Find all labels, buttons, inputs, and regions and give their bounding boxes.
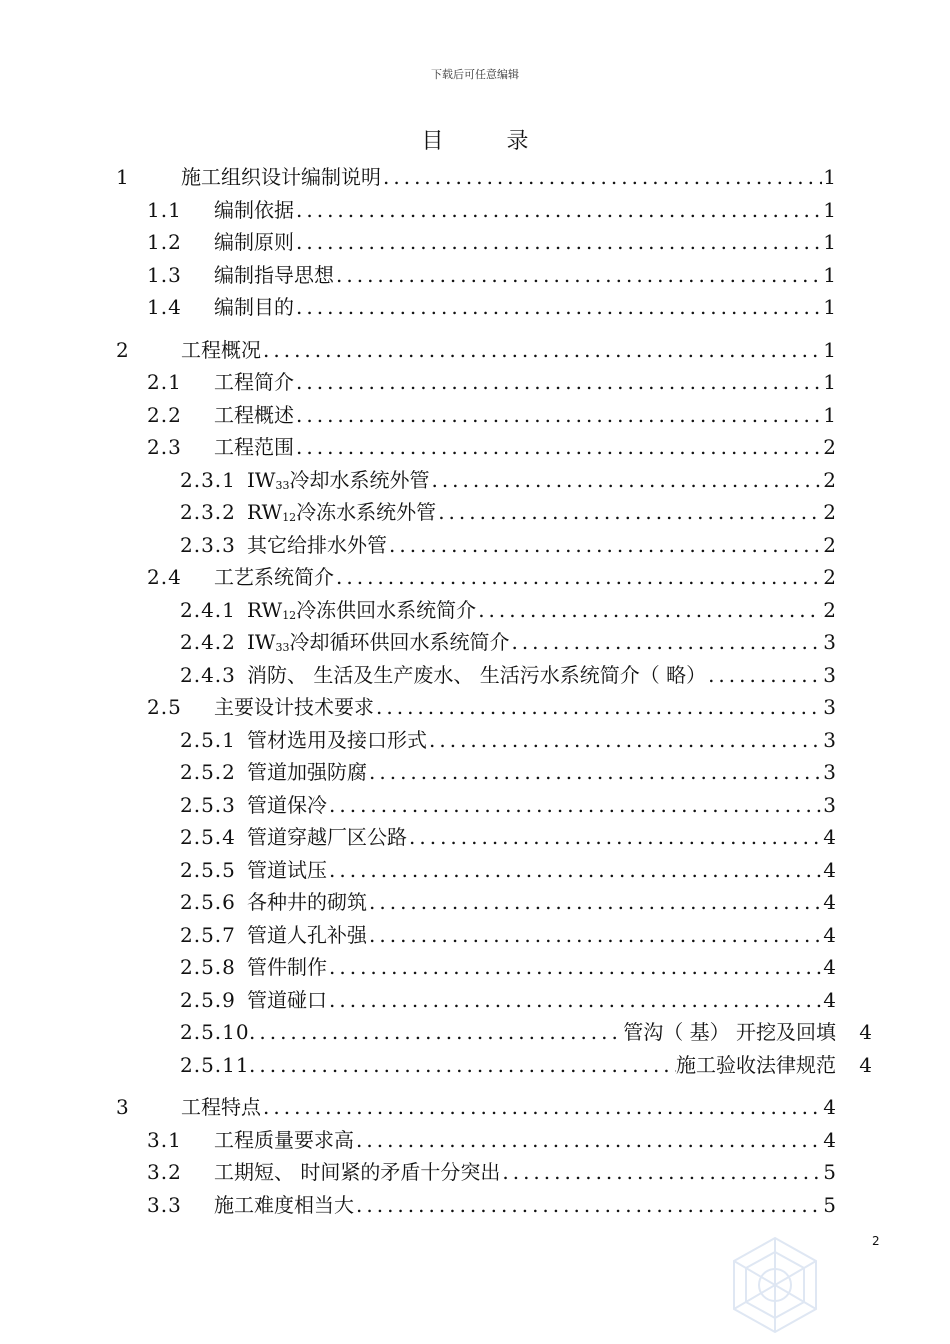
toc-entry-number: 2.5.4 [180,825,236,849]
toc-entry[interactable] [116,335,836,365]
toc-entry-page: 5 [823,1192,836,1217]
toc-entry-number: 1.4 [147,295,182,319]
toc-entry-page: 3 [823,630,836,654]
toc-entry-label [214,400,294,430]
toc-entry-system-subscript: 33 [275,641,290,654]
toc-dot-leader [294,195,822,225]
toc-entry-page: 1 [823,165,836,189]
toc-dot-leader [367,757,822,787]
toc-entry-label [214,1157,500,1187]
toc-dot-leader [327,985,822,1015]
toc-entry-label [214,562,334,592]
toc-entry-title: 管件制作 [247,955,327,979]
toc-entry-title: 施工组织设计编制说明 [181,165,381,189]
toc-entry-title: 工艺系统简介 [214,565,334,589]
toc-entry[interactable] [147,562,836,592]
toc-entry-title: 工程特点 [181,1095,261,1119]
toc-dot-leader [327,952,822,982]
toc-entry-system-code: IW [247,630,276,654]
toc-entry-page: 3 [823,662,836,687]
toc-entry[interactable] [147,400,836,430]
toc-entry-number: 2.5.8 [180,955,236,979]
toc-entry-title: 工程概述 [214,402,294,427]
toc-entry-label [214,1125,354,1155]
toc-entry-number: 2.3.3 [180,532,236,557]
toc-entry-page: 4 [823,987,836,1012]
toc-entry-number: 2.3.1 [180,467,236,492]
toc-entry-system-subscript: 12 [282,608,297,622]
toc-entry-page: 1 [823,262,836,287]
toc-dot-leader [247,1050,676,1080]
toc-dot-leader [367,887,822,917]
toc-dot-leader [294,400,822,430]
toc-entry-page: 4 [823,1127,836,1152]
toc-entry-label [214,260,334,290]
toc-entry-label [247,855,327,885]
toc-entry-label [247,952,327,982]
toc-dot-leader [509,627,822,657]
toc-entry[interactable] [180,855,836,885]
toc-entry-title: 管道试压 [247,857,327,882]
toc-entry-number: 2.4.2 [180,630,236,654]
toc-dot-leader [354,1125,822,1155]
toc-entry-title: 冷却循环供回水系统简介 [289,630,510,654]
toc-entry[interactable] [180,790,836,820]
toc-dot-leader [367,920,822,950]
toc-entry-title: 工程简介 [214,370,294,394]
toc-entry-page: 2 [823,435,836,459]
toc-entry-title: 管道穿越厂区公路 [247,825,407,849]
toc-entry-page: 4 [823,825,836,849]
toc-entry-title: 编制目的 [214,295,294,319]
toc-dot-leader [261,1092,822,1122]
toc-entry-title: 管沟（ 基） 开挖及回填 [623,1020,836,1044]
watermark-logo-icon [720,1230,830,1340]
toc-dot-leader [247,1017,623,1047]
toc-entry-page: 4 [823,922,836,947]
toc-entry-number: 2.5.10 [180,1020,250,1044]
toc-entry-system-code: RW [247,500,283,524]
toc-entry-page: 4 [823,857,836,882]
toc-entry[interactable] [180,822,836,852]
toc-entry[interactable] [180,1017,872,1047]
toc-entry-page: 3 [823,792,836,817]
toc-entry-page: 4 [823,955,836,979]
toc-entry-label [181,162,381,192]
toc-entry-page: 1 [823,230,836,254]
toc-entry-page: 1 [823,402,836,427]
toc-entry-label [623,1017,836,1047]
toc-entry-title: 工期短、 时间紧的矛盾十分突出 [214,1160,501,1184]
toc-entry[interactable] [147,195,836,225]
toc-entry[interactable] [180,920,836,950]
toc-entry-number: 2.4.3 [180,662,236,687]
toc-entry[interactable] [180,1050,872,1080]
toc-entry[interactable] [180,660,836,690]
toc-entry[interactable] [180,757,836,787]
toc-dot-leader [294,367,822,397]
toc-entry-title: 消防、 生活及生产废水、 生活污水系统简介（ 略） [247,662,707,687]
toc-dot-leader [261,335,822,365]
toc-entry-label [247,822,407,852]
toc-entry-number: 2.5 [147,695,182,719]
toc-entry-label [214,292,294,322]
toc-dot-leader [476,595,822,625]
toc-entry-label [214,227,294,257]
toc-entry-number: 2.4 [147,565,182,589]
toc-dot-leader [327,855,822,885]
toc-entry-number: 3.3 [147,1192,182,1217]
toc-entry[interactable] [147,367,836,397]
toc-entry-label [247,530,387,560]
toc-entry-number: 2.3.2 [180,500,236,524]
toc-entry-label [181,335,261,365]
toc-entry-number: 2.5.9 [180,987,236,1012]
toc-entry-title: 管道人孔补强 [247,922,367,947]
toc-entry-label [247,985,327,1015]
toc-entry-title: 冷冻水系统外管 [296,500,437,524]
toc-entry-label [214,1190,354,1220]
toc-dot-leader [294,432,822,462]
toc-entry[interactable] [180,627,836,657]
toc-entry-number: 2.3 [147,435,182,459]
toc-dot-leader [427,725,822,755]
toc-entry-label [247,595,476,625]
toc-dot-leader [706,660,822,690]
page-header: 下载后可任意编辑 [431,68,519,81]
toc-entry-number: 2.5.6 [180,890,236,914]
toc-entry-title: 管道加强防腐 [247,760,367,784]
toc-entry-title: 编制指导思想 [214,262,334,287]
toc-entry-number: 1.3 [147,262,182,287]
toc-entry-title: 其它给排水外管 [247,532,387,557]
toc-entry-page: 1 [823,337,836,362]
toc-entry[interactable] [147,432,836,462]
toc-entry-label [676,1050,836,1080]
toc-entry-number: 2.5.2 [180,760,236,784]
toc-entry-page: 4 [823,890,836,914]
toc-entry-title: 管道保冷 [247,792,327,817]
toc-entry-label [247,920,367,950]
toc-entry-title: 工程质量要求高 [214,1127,354,1152]
toc-entry-label [214,692,374,722]
toc-entry-number: 2.5.11 [180,1052,250,1077]
toc-entry-number: 1.2 [147,230,182,254]
toc-entry-title: 施工难度相当大 [214,1192,354,1217]
toc-entry-page: 1 [823,370,836,394]
toc-entry-label [247,887,367,917]
toc-entry-title: 施工验收法律规范 [676,1052,836,1077]
toc-entry-number: 2.5.5 [180,857,236,882]
toc-entry-title: 管道碰口 [247,987,327,1012]
toc-entry-title: 冷冻供回水系统简介 [296,597,477,622]
toc-entry[interactable] [180,595,836,625]
toc-dot-leader [387,530,822,560]
toc-entry-number: 3.1 [147,1127,182,1152]
toc-entry-page: 2 [823,532,836,557]
toc-dot-leader [381,162,822,192]
toc-entry[interactable] [180,952,836,982]
toc-entry[interactable] [180,465,836,495]
toc-entry-page: 3 [823,727,836,752]
toc-entry-label [214,195,294,225]
toc-dot-leader [436,497,822,527]
toc-entry-title: 编制依据 [214,197,294,222]
toc-entry-page: 4 [859,1052,872,1077]
toc-entry-title: 主要设计技术要求 [214,695,374,719]
toc-entry[interactable] [147,1157,836,1187]
toc-dot-leader [407,822,822,852]
toc-entry[interactable] [180,725,836,755]
toc-entry[interactable] [180,530,836,560]
toc-entry-number: 3.2 [147,1160,182,1184]
toc-entry-page: 2 [823,467,836,492]
toc-entry-number: 2.2 [147,402,182,427]
toc-entry-number: 2.1 [147,370,182,394]
toc-entry-label [247,497,436,527]
toc-entry-number: 2.5.7 [180,922,236,947]
toc-entry-page: 4 [823,1095,836,1119]
toc-entry-title: 工程范围 [214,435,294,459]
toc-entry[interactable] [147,1125,836,1155]
page-number: 2 [872,1234,880,1248]
toc-entry[interactable] [180,985,836,1015]
toc-entry-label [247,725,427,755]
toc-entry[interactable] [116,1092,836,1122]
toc-dot-leader [327,790,822,820]
toc-dot-leader [429,465,822,495]
toc-dot-leader [334,260,822,290]
toc-entry-system-subscript: 33 [275,478,290,492]
toc-entry[interactable] [147,227,836,257]
toc-title: 目 录 [421,129,557,154]
toc-dot-leader [500,1157,822,1187]
toc-entry-page: 3 [823,760,836,784]
toc-entry-title: 各种井的砌筑 [247,890,367,914]
toc-entry-number: 2.4.1 [180,597,236,622]
toc-entry-page: 5 [823,1160,836,1184]
toc-entry-label [247,757,367,787]
toc-entry-label [247,660,706,690]
toc-dot-leader [294,292,822,322]
toc-dot-leader [354,1190,822,1220]
toc-entry-system-code: IW [247,467,276,492]
toc-entry-page: 4 [859,1020,872,1044]
toc-entry[interactable] [147,1190,836,1220]
toc-entry-label [214,432,294,462]
toc-entry-page: 2 [823,565,836,589]
toc-entry[interactable] [180,887,836,917]
toc-entry-page: 1 [823,295,836,319]
toc-entry-number: 2.5.1 [180,727,236,752]
toc-entry-title: 冷却水系统外管 [289,467,430,492]
toc-entry-number: 2 [116,337,130,362]
toc-entry-page: 3 [823,695,836,719]
toc-dot-leader [334,562,822,592]
toc-entry[interactable] [147,292,836,322]
toc-entry-page: 2 [823,597,836,622]
toc-entry-title: 管材选用及接口形式 [247,727,427,752]
toc-entry-label [247,627,509,657]
toc-entry-label [247,790,327,820]
toc-entry-number: 1 [116,165,130,189]
toc-entry-page: 2 [823,500,836,524]
toc-entry-label [247,465,429,495]
toc-entry-label [214,367,294,397]
toc-entry[interactable] [147,692,836,722]
toc-entry[interactable] [180,497,836,527]
toc-entry-title: 编制原则 [214,230,294,254]
toc-entry-system-subscript: 12 [282,511,297,524]
toc-dot-leader [294,227,822,257]
toc-entry-label [181,1092,261,1122]
toc-entry-title: 工程概况 [181,337,261,362]
toc-entry-number: 2.5.3 [180,792,236,817]
toc-entry-page: 1 [823,197,836,222]
toc-dot-leader [374,692,822,722]
toc-entry-number: 1.1 [147,197,182,222]
toc-entry-number: 3 [116,1095,130,1119]
toc-entry[interactable] [116,162,836,192]
toc-entry[interactable] [147,260,836,290]
toc-entry-system-code: RW [247,597,283,622]
